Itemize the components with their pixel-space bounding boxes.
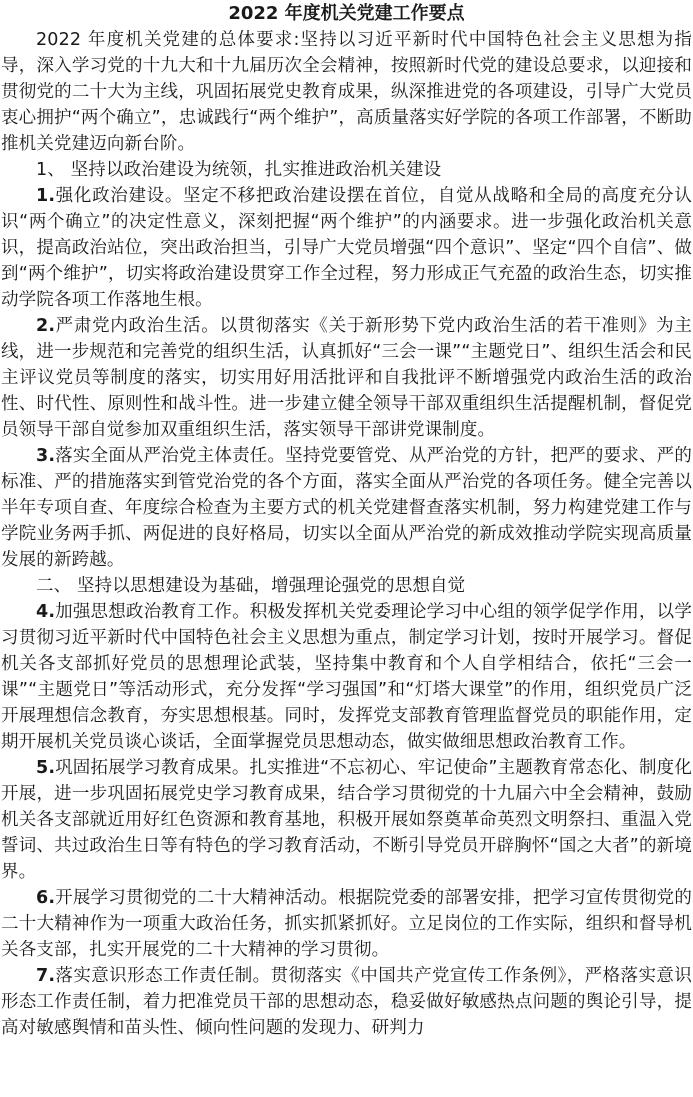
section-heading-2: 二、 坚持以思想建设为基础，增强理论强党的思想自觉: [36, 576, 466, 596]
item-paragraph-2: [1, 313, 692, 443]
item-number: 3.: [36, 446, 56, 466]
item-paragraph-4: [1, 599, 692, 755]
item-text: 强化政治建设。坚定不移把政治建设摆在首位，自觉从战略和全局的高度充分认识“两个确立”的决定性意义，深刻把握“两个维护”的内涵要求。进一步强化政治机关意识，提高政治站位，突出政治担当，引导广大党员增强“四个意识”、坚定“四个自信”、做到“两个维护”，切实将政治建设贯穿工作全过程，努力形成正气充盈的政治生态，切实推动学院各项工作落地生根。: [1, 186, 692, 310]
item-number: 7.: [36, 966, 56, 986]
item-paragraph-5: [1, 755, 692, 885]
document-title: 2022 年度机关党建工作要点: [228, 3, 465, 24]
item-number: 1.: [36, 186, 56, 206]
item-number: 5.: [36, 758, 56, 778]
item-paragraph-7: [1, 963, 692, 1041]
item-text: 落实全面从严治党主体责任。坚持党要管党、从严治党的方针，把严的要求、严的标准、严的措施落实到管党治党的各个方面，落实全面从严治党的各项任务。健全完善以半年专项自查、年度综合检查为主要方式的机关党建督查落实机制，努力构建党建工作与学院业务两手抓、两促进的良好格局，切实以全面从严治党的新成效推动学院实现高质量发展的新跨越。: [1, 446, 692, 570]
item-text: 开展学习贯彻党的二十大精神活动。根据院党委的部署安排，把学习宣传贯彻党的二十大精神作为一项重大政治任务，抓实抓紧抓好。立足岗位的工作实际，组织和督导机关各支部，扎实开展党的二十大精神的学习贯彻。: [1, 888, 692, 960]
item-number: 6.: [36, 888, 56, 908]
intro-paragraph: 2022 年度机关党建的总体要求:坚持以习近平新时代中国特色社会主义思想为指导，深入学习党的十九大和十九届历次全会精神，按照新时代党的建设总要求，以迎接和贯彻党的二十大为主线，巩固拓展党史教育成果，纵深推进党的各项建设，引导广大党员衷心拥护“两个确立”，忠诚践行“两个维护”，高质量落实好学院的各项工作部署，不断助推机关党建迈向新台阶。: [1, 30, 692, 154]
item-text: 加强思想政治教育工作。积极发挥机关党委理论学习中心组的领学促学作用，以学习贯彻习近平新时代中国特色社会主义思想为重点，制定学习计划，按时开展学习。督促机关各支部抓好党员的思想理论武装，坚持集中教育和个人自学相结合，依托“三会一课”“主题党日”等活动形式，充分发挥“学习强国”和“灯塔大课堂”的作用，组织党员广泛开展理想信念教育，夯实思想根基。同时，发挥党支部教育管理监督党员的职能作用，定期开展机关党员谈心谈话，全面掌握党员思想动态，做实做细思想政治教育工作。: [1, 602, 692, 752]
item-paragraph-1: [1, 183, 692, 313]
item-paragraph-3: [1, 443, 692, 573]
item-number: 4.: [36, 602, 56, 622]
item-text: 巩固拓展学习教育成果。扎实推进“不忘初心、牢记使命”主题教育常态化、制度化开展，进一步巩固拓展党史学习教育成果，结合学习贯彻党的十九届六中全会精神，鼓励机关各支部就近用好红色资源和教育基地，积极开展如祭奠革命英烈文明祭扫、重温入党誓词、共过政治生日等有特色的学习教育活动，不断引导党员开辟胸怀“国之大者”的新境界。: [1, 758, 692, 882]
section-heading-1: 1、 坚持以政治建设为统领，扎实推进政治机关建设: [36, 160, 442, 180]
item-text: 严肃党内政治生活。以贯彻落实《关于新形势下党内政治生活的若干准则》为主线，进一步规范和完善党的组织生活，认真抓好“三会一课”“主题党日”、组织生活会和民主评议党员等制度的落实，切实用好用活批评和自我批评不断增强党内政治生活的政治性、时代性、原则性和战斗性。进一步建立健全领导干部双重组织生活提醒机制，督促党员领导干部自觉参加双重组织生活，落实领导干部讲党课制度。: [1, 316, 692, 440]
item-paragraph-6: [1, 885, 692, 963]
item-number: 2.: [36, 316, 56, 336]
item-text: 落实意识形态工作责任制。贯彻落实《中国共产党宣传工作条例》，严格落实意识形态工作责任制，着力把准党员干部的思想动态，稳妥做好敏感热点问题的舆论引导，提高对敏感舆情和苗头性、倾向性问题的发现力、研判力: [1, 966, 692, 1038]
